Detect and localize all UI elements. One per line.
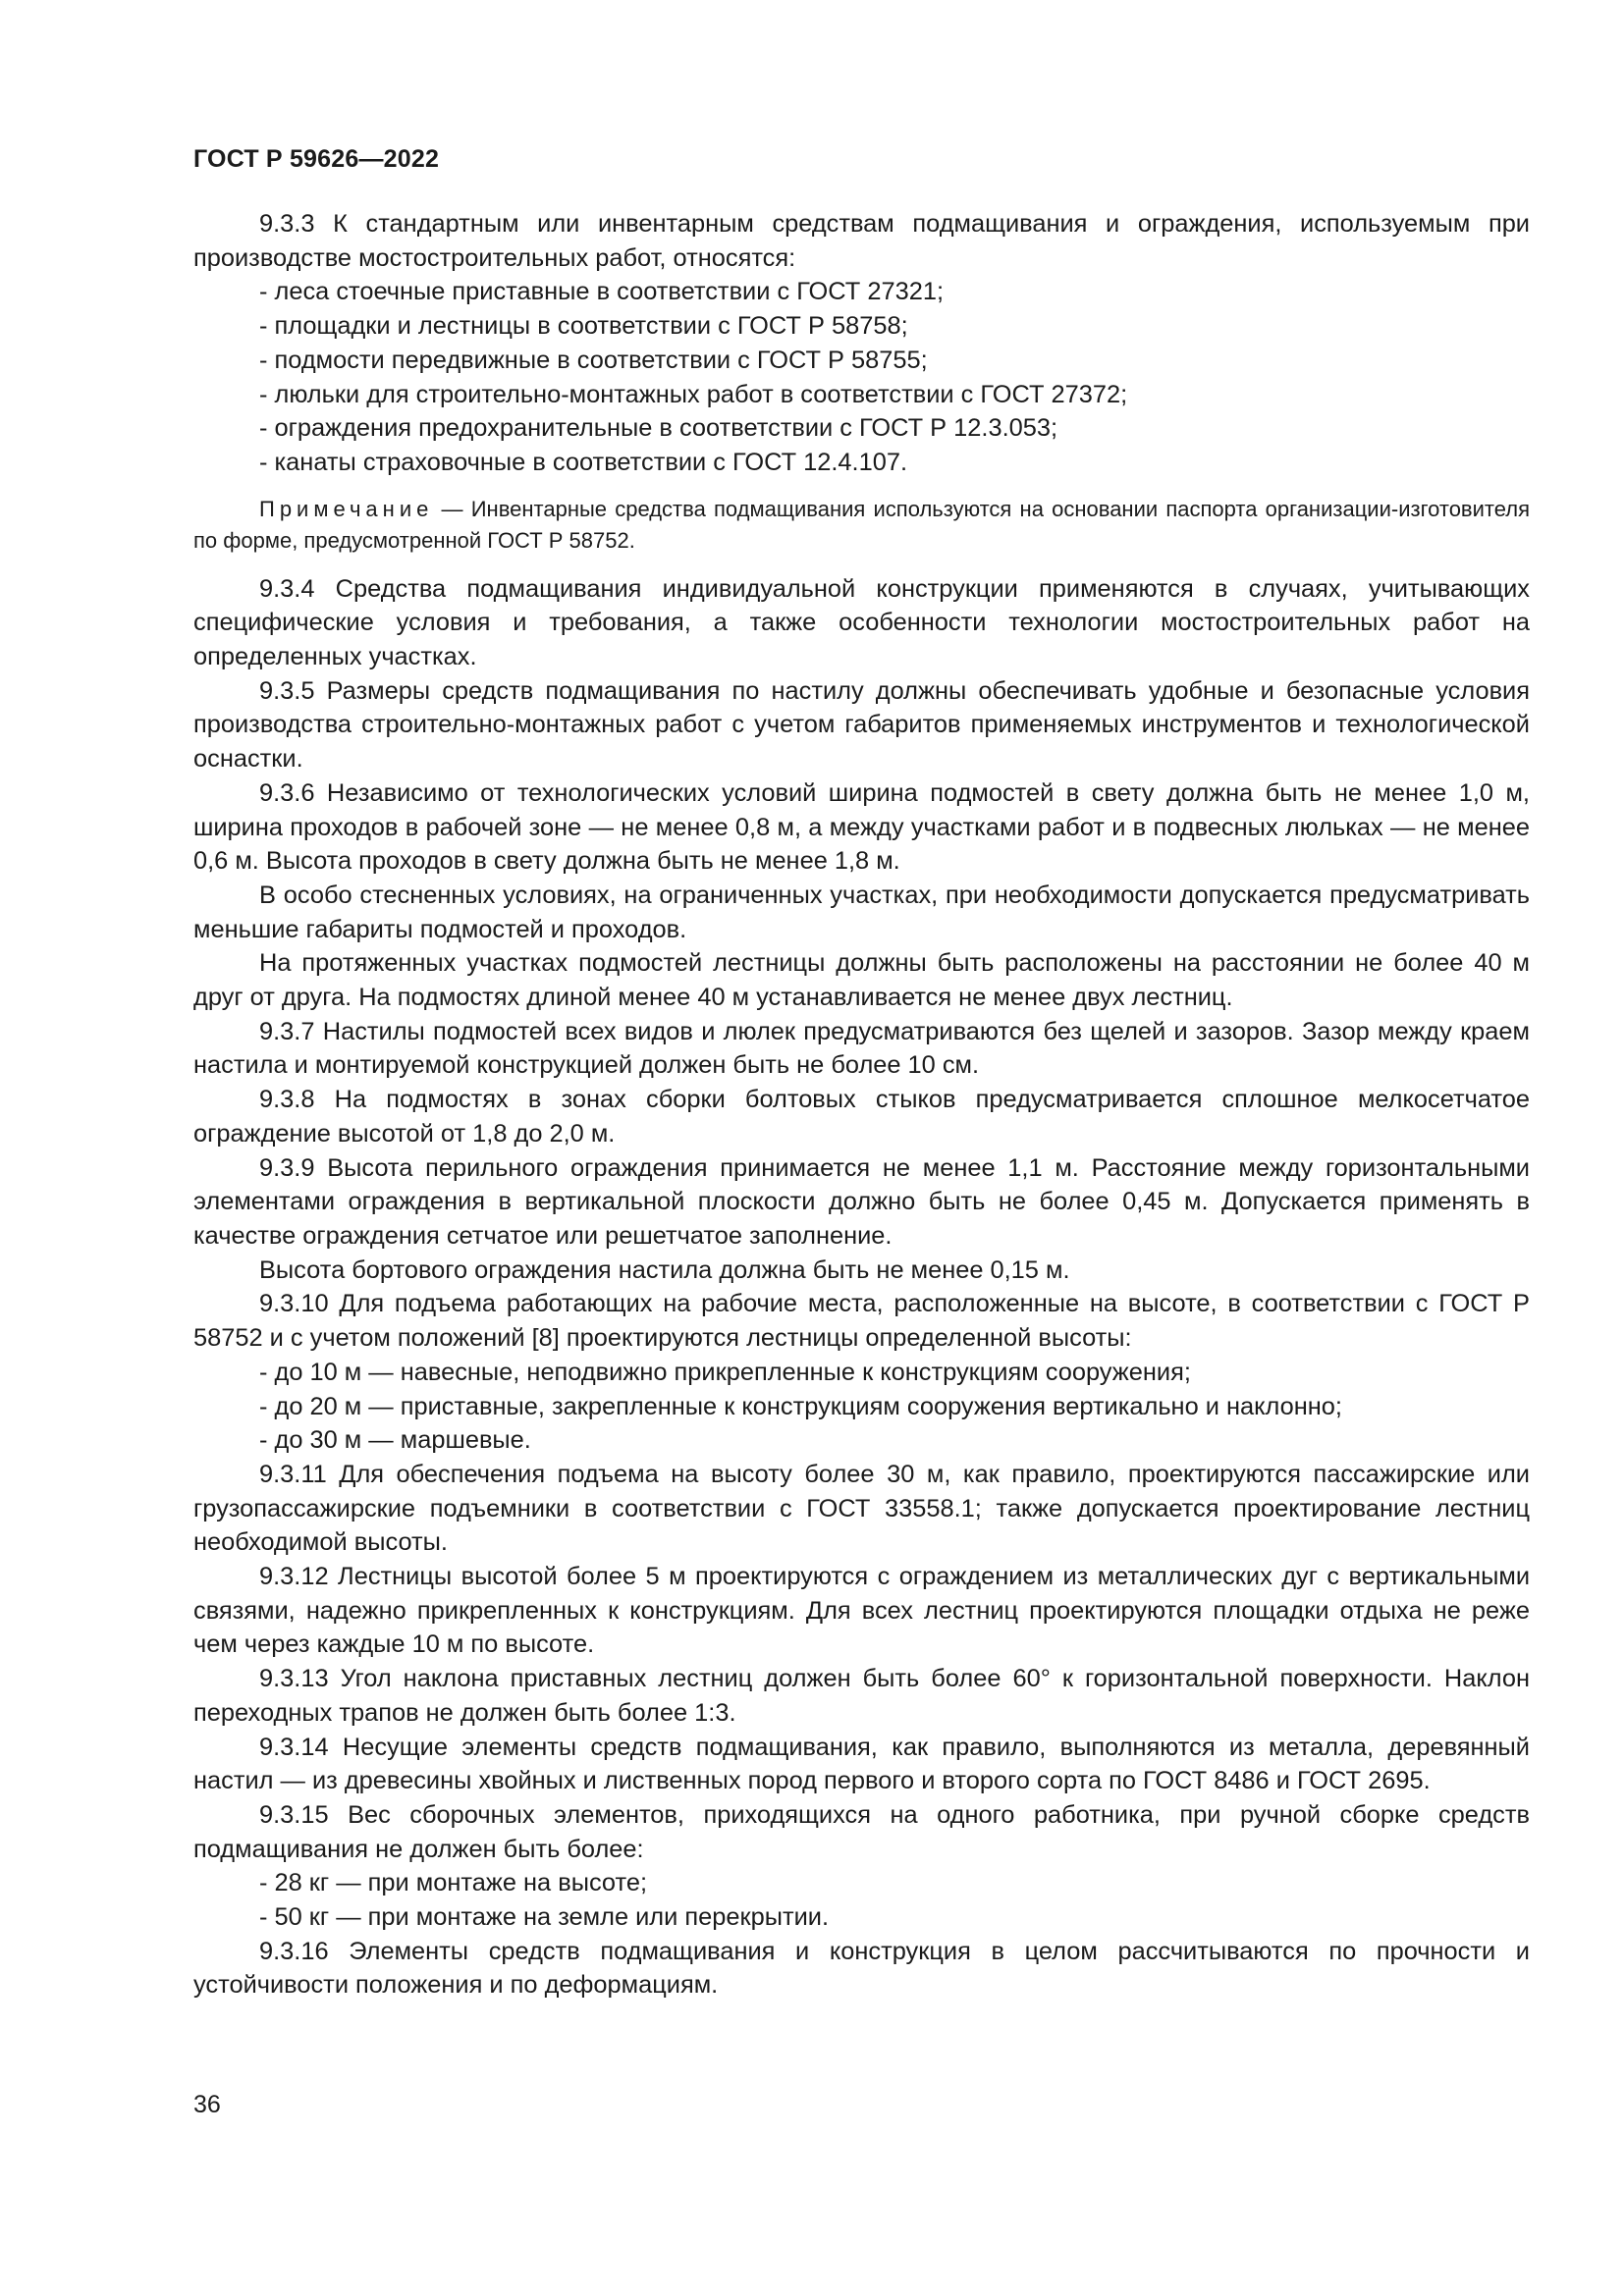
paragraph-9-3-13: 9.3.13 Угол наклона приставных лестниц должен быть более 60° к горизонтальной поверхности. Наклон переходных трапов не должен быть более 1:3.	[193, 1665, 1530, 1727]
paragraph-9-3-7: 9.3.7 Настилы подмостей всех видов и люлек предусматриваются без щелей и зазоров. Зазор между краем настила и монтируемой конструкцией должен быть не более 10 см.	[193, 1017, 1530, 1080]
paragraph-9-3-4: 9.3.4 Средства подмащивания индивидуальной конструкции применяются в случаях, учитывающих специфические условия и требования, а также особенности технологии мостостроительных работ на определенных участках.	[193, 574, 1530, 671]
section-body	[193, 572, 1530, 2003]
list-item: - до 20 м — приставные, закрепленные к конструкциям сооружения вертикально и наклонно;	[259, 1392, 1342, 1420]
section-intro	[193, 207, 1530, 480]
paragraph: В особо стесненных условиях, на ограниченных участках, при необходимости допускается предусматривать меньшие габариты подмостей и проходов.	[193, 881, 1530, 943]
list-item: - 50 кг — при монтаже на земле или перекрытии.	[259, 1903, 830, 1932]
paragraph-9-3-16: 9.3.16 Элементы средств подмащивания и конструкция в целом рассчитываются по прочности и устойчивости положения и по деформациям.	[193, 1937, 1530, 2000]
paragraph-9-3-9: 9.3.9 Высота перильного ограждения принимается не менее 1,1 м. Расстояние между горизонтальными элементами ограждения в вертикальной плоскости должно быть не более 0,45 м. Допускается применять в качестве ограждения сетчатое или решетчатое заполнение.	[193, 1153, 1530, 1250]
document-header: ГОСТ Р 59626—2022	[193, 145, 440, 173]
paragraph-9-3-11: 9.3.11 Для обеспечения подъема на высоту более 30 м, как правило, проектируются пассажирские или грузопассажирские подъемники в соответствии с ГОСТ 33558.1; также допускается проектирование лестниц необходимой высоты.	[193, 1460, 1530, 1557]
list-item: - до 10 м — навесные, неподвижно прикрепленные к конструкциям сооружения;	[259, 1358, 1191, 1386]
paragraph-9-3-5: 9.3.5 Размеры средств подмащивания по настилу должны обеспечивать удобные и безопасные условия производства строительно-монтажных работ с учетом габаритов применяемых инструментов и технологической оснастки.	[193, 676, 1530, 774]
paragraph-9-3-10: 9.3.10 Для подъема работающих на рабочие места, расположенные на высоте, в соответствии с ГОСТ Р 58752 и с учетом положений [8] проектируются лестницы определенной высоты:	[193, 1290, 1530, 1353]
list-item: - люльки для строительно-монтажных работ в соответствии с ГОСТ 27372;	[259, 380, 1128, 408]
paragraph-9-3-14: 9.3.14 Несущие элементы средств подмащивания, как правило, выполняются из металла, деревянный настил — из древесины хвойных и лиственных пород первого и второго сорта по ГОСТ 8486 и ГОСТ 2695.	[193, 1733, 1530, 1795]
list-item: - подмости передвижные в соответствии с ГОСТ Р 58755;	[259, 346, 928, 374]
paragraph-9-3-6: 9.3.6 Независимо от технологических условий ширина подмостей в свету должна быть не менее 1,0 м, ширина проходов в рабочей зоне — не менее 0,8 м, а между участками работ и в подвесных люльках — не менее 0,6 м. Высота проходов в свету должна быть не менее 1,8 м.	[193, 778, 1530, 876]
paragraph-9-3-8: 9.3.8 На подмостях в зонах сборки болтовых стыков предусматривается сплошное мелкосетчатое ограждение высотой от 1,8 до 2,0 м.	[193, 1086, 1530, 1148]
note-label: Примечание	[259, 496, 434, 521]
paragraph-9-3-3: 9.3.3 К стандартным или инвентарным средствам подмащивания и ограждения, используемым при производстве мостостроительных работ, относятся:	[193, 210, 1530, 272]
note-text: — Инвентарные средства подмащивания используются на основании паспорта организации-изготовителя по форме, предусмотренной ГОСТ Р 58752.	[193, 496, 1530, 553]
list-item: - площадки и лестницы в соответствии с ГОСТ Р 58758;	[259, 312, 908, 341]
list-item: - канаты страховочные в соответствии с ГОСТ 12.4.107.	[259, 448, 908, 476]
paragraph: Высота бортового ограждения настила должна быть не менее 0,15 м.	[259, 1255, 1070, 1284]
list-item: - ограждения предохранительные в соответствии с ГОСТ Р 12.3.053;	[259, 414, 1058, 443]
paragraph-9-3-15: 9.3.15 Вес сборочных элементов, приходящихся на одного работника, при ручной сборке средств подмащивания не должен быть более:	[193, 1800, 1530, 1863]
page-number: 36	[193, 2091, 221, 2118]
note	[193, 494, 1530, 557]
list-item: - 28 кг — при монтаже на высоте;	[259, 1869, 648, 1897]
list-item: - до 30 м — маршевые.	[259, 1426, 531, 1455]
list-item: - леса стоечные приставные в соответствии с ГОСТ 27321;	[259, 278, 945, 306]
paragraph-9-3-12: 9.3.12 Лестницы высотой более 5 м проектируются с ограждением из металлических дуг с вертикальными связями, надежно прикрепленных к конструкциям. Для всех лестниц проектируются площадки отдыха не реже чем через каждые 10 м по высоте.	[193, 1563, 1530, 1659]
document-page	[193, 145, 1530, 2002]
paragraph: На протяженных участках подмостей лестницы должны быть расположены на расстоянии не более 40 м друг от друга. На подмостях длиной менее 40 м устанавливается не менее двух лестниц.	[193, 949, 1530, 1012]
